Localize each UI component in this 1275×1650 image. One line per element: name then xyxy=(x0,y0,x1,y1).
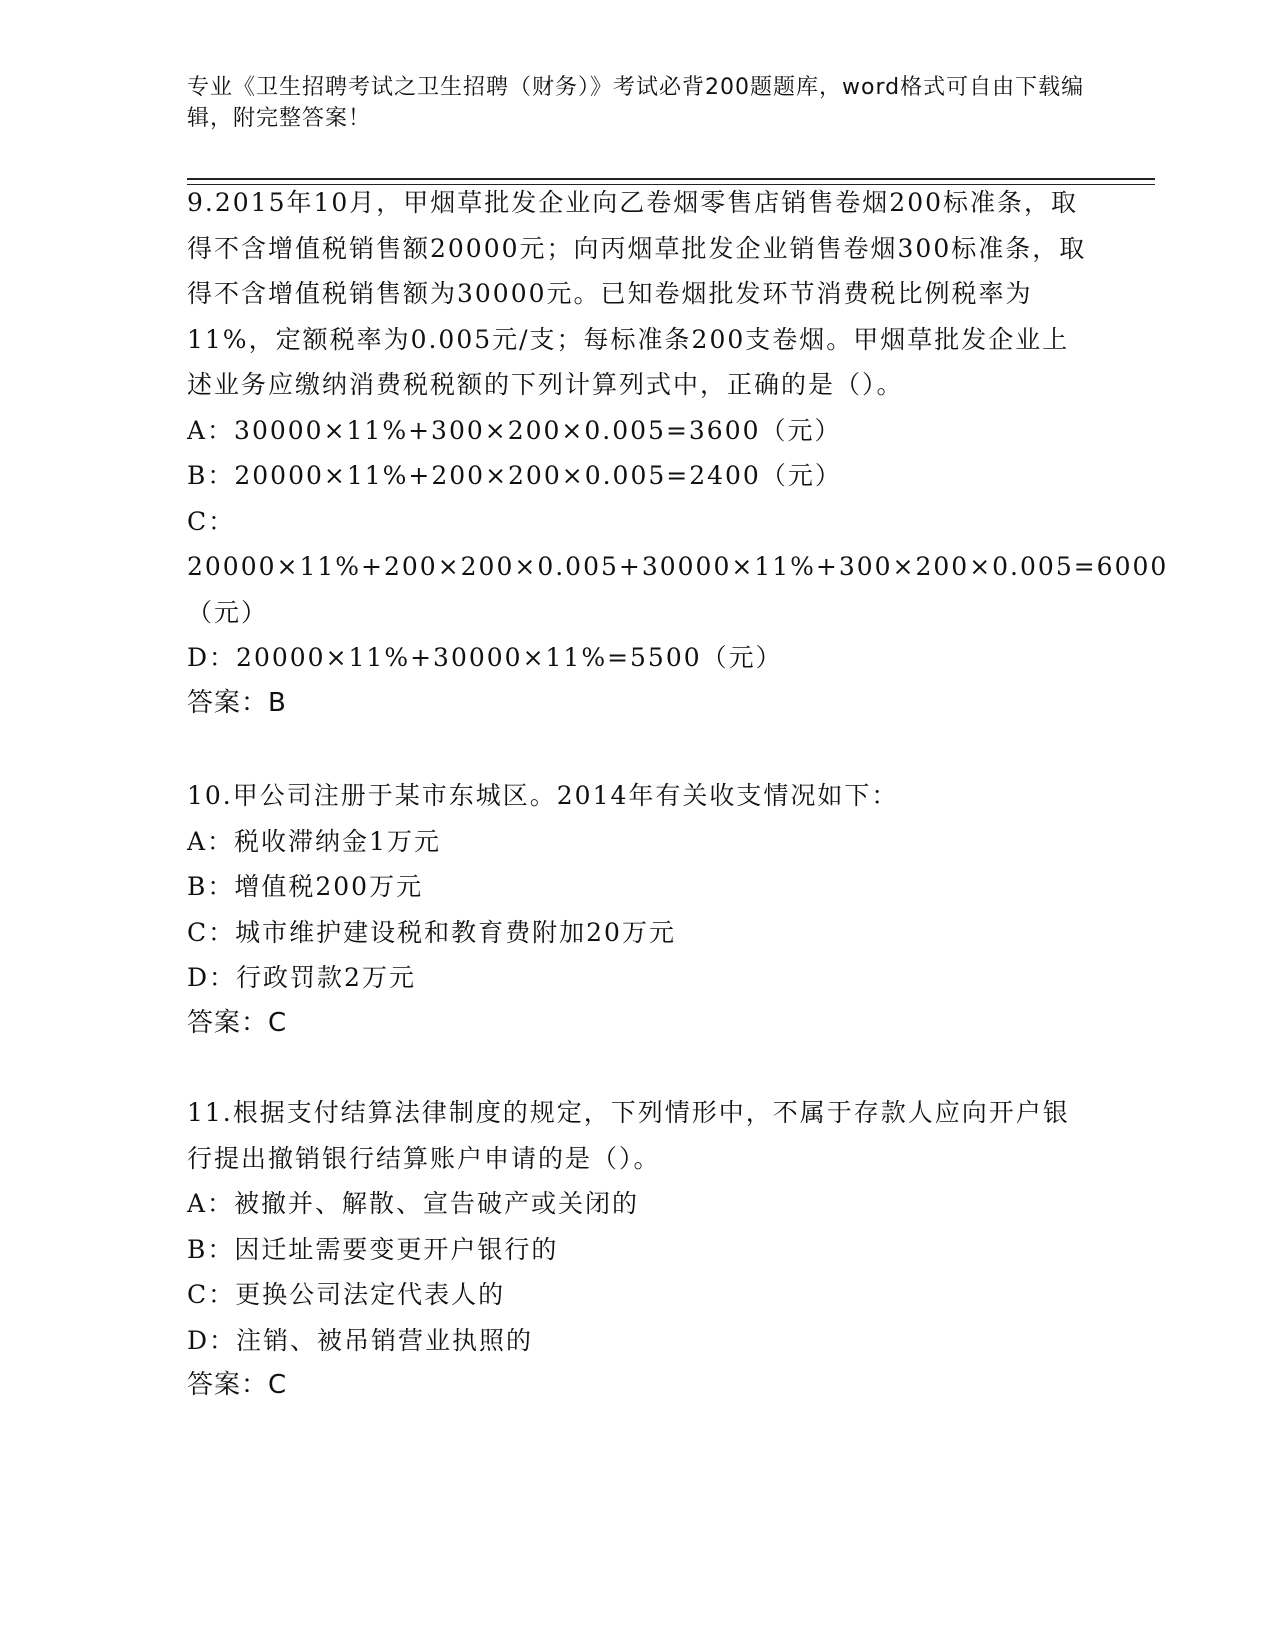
option-c: C：20000×11%+200×200×0.005+30000×11%+300×200×0.005=6000（元） xyxy=(187,506,1169,627)
answer: 答案：C xyxy=(187,1007,288,1038)
option-b: B：因迁址需要变更开户银行的 xyxy=(187,1234,559,1264)
question-9 xyxy=(187,180,1169,726)
answer: 答案：B xyxy=(187,687,287,718)
question-stem: 11.根据支付结算法律制度的规定，下列情形中，不属于存款人应向开户银行提出撤销银行结算账户申请的是（）。 xyxy=(187,1098,1070,1173)
question-10 xyxy=(187,773,1087,1046)
option-d: D：注销、被吊销营业执照的 xyxy=(187,1325,534,1355)
option-a: A：被撤并、解散、宣告破产或关闭的 xyxy=(187,1189,640,1218)
option-d: D：行政罚款2万元 xyxy=(187,963,416,992)
option-b: B：20000×11%+200×200×0.005=2400（元） xyxy=(187,461,842,490)
question-stem: 9.2015年10月，甲烟草批发企业向乙卷烟零售店销售卷烟200标准条，取得不含增值税销售额20000元；向丙烟草批发企业销售卷烟300标准条，取得不含增值税销售额为30000元。已知卷烟批发环节消费税比例税率为11%，定额税率为0.005元/支；每标准条200支卷烟。甲烟草批发企业上述业务应缴纳消费税税额的下列计算列式中，正确的是（）。 xyxy=(187,188,1087,399)
answer: 答案：C xyxy=(187,1370,288,1400)
question-11 xyxy=(187,1090,1087,1409)
option-c: C：更换公司法定代表人的 xyxy=(187,1280,506,1309)
option-d: D：20000×11%+30000×11%=5500（元） xyxy=(187,643,783,672)
option-c: C：城市维护建设税和教育费附加20万元 xyxy=(187,917,676,947)
option-a: A：30000×11%+300×200×0.005=3600（元） xyxy=(187,415,842,445)
question-stem: 10.甲公司注册于某市东城区。2014年有关收支情况如下： xyxy=(187,781,899,810)
document-header: 专业《卫生招聘考试之卫生招聘（财务）》考试必背200题题库，word格式可自由下载编辑，附完整答案！ xyxy=(187,75,1085,131)
option-b: B：增值税200万元 xyxy=(187,872,424,901)
option-a: A：税收滞纳金1万元 xyxy=(187,826,441,856)
